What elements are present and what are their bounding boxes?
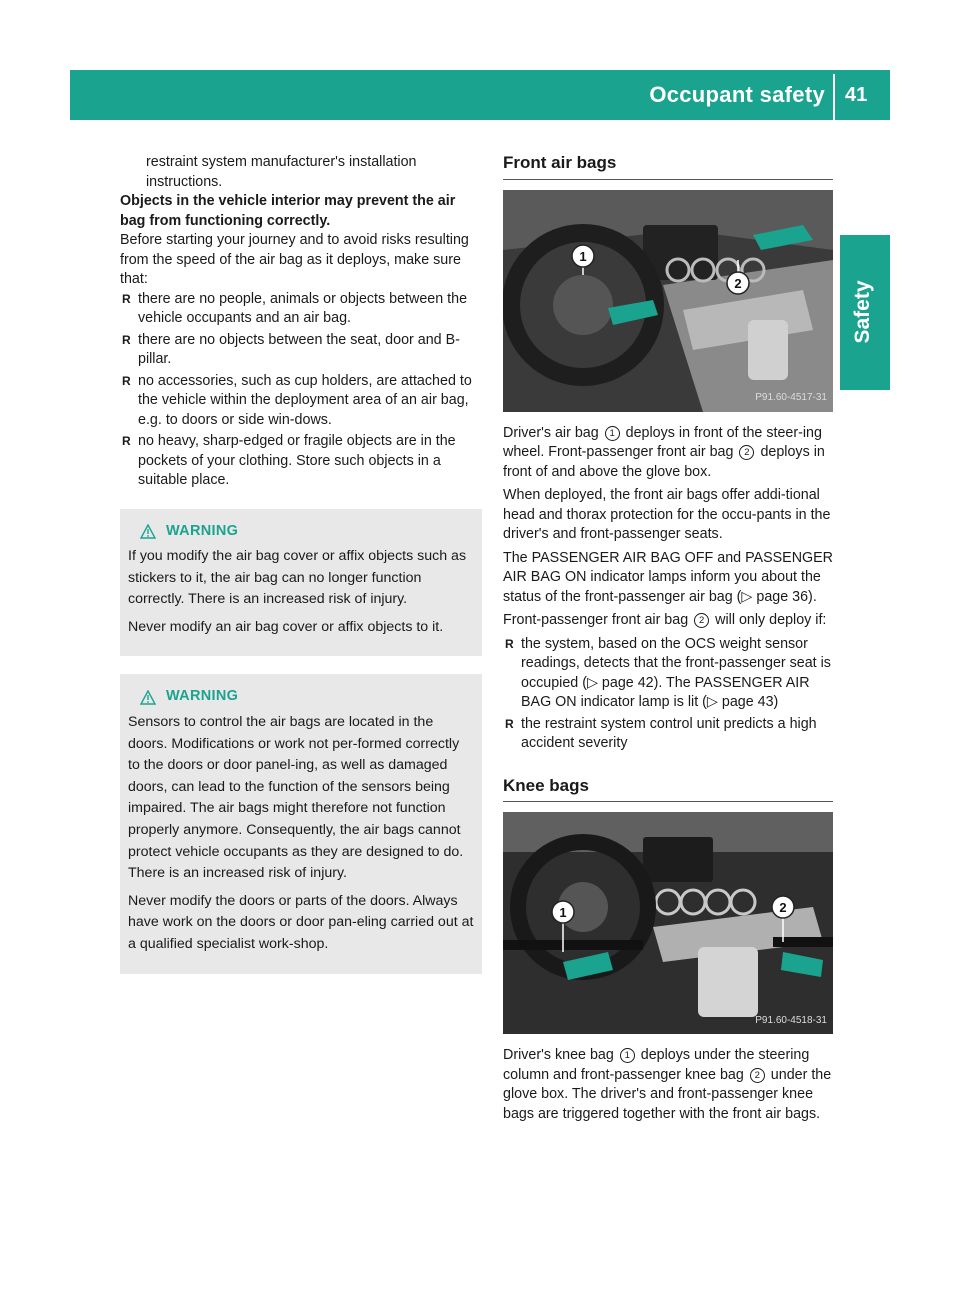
warning-text: If you modify the air bag cover or affix objects such as stickers to it, the air bag can no longer function correctly. There is an increased risk of injury. — [128, 548, 467, 608]
warning-text: Never modify the doors or parts of the doors. Always have work on the doors or door pan-eling carried out at a qualified specialist work-shop. — [128, 892, 474, 952]
deploy-conditions-list — [503, 635, 833, 754]
page-number: 41 — [845, 84, 868, 106]
knee-bags-figure — [503, 812, 833, 1034]
figure-callout-1: 1 — [579, 248, 587, 264]
knee-paragraph-1 — [503, 1046, 833, 1124]
warning-triangle-icon — [140, 690, 156, 705]
warning-text: Sensors to control the air bags are located in the doors. Modifications or work not per-formed correctly to the doors or door panel-ing, as well as damaged doors, can lead to the function of the sensors being impaired. The air bags might therefore not function properly anymore. Consequently, the air bags cannot protect vehicle occupants as they are designed to do. There is an increased risk of injury. — [128, 714, 464, 882]
page-section-title: Occupant safety — [649, 82, 825, 107]
checklist — [120, 290, 482, 491]
list-item: R there are no objects between the seat, door and B-pillar. — [120, 331, 482, 370]
text-run: under the glove box. The driver's and front-passenger knee bags are triggered together with the front air bags. — [503, 1066, 832, 1122]
header-divider — [833, 74, 835, 120]
warning-box-doors — [120, 674, 482, 973]
text-run: deploys in front of and above the glove box. — [503, 444, 825, 480]
front-paragraph-2: When deployed, the front air bags offer addi-tional head and thorax protection for the occu-pants in the driver's and front-passenger seats. — [503, 487, 831, 542]
front-air-bags-figure — [503, 190, 833, 412]
warning-header — [128, 521, 474, 543]
text-run: deploys under the steering column and front-passenger knee bag — [503, 1047, 810, 1083]
front-paragraph-4 — [503, 611, 833, 631]
warning-triangle-icon — [140, 524, 156, 539]
objects-heading: Objects in the vehicle interior may prevent the air bag from functioning correctly. — [120, 193, 456, 229]
figure-callout-1: 1 — [559, 905, 567, 920]
figure-code: P91.60-4517-31 — [755, 392, 827, 403]
figure-callout-2: 2 — [779, 900, 787, 915]
warning-header — [128, 686, 474, 708]
warning-title: WARNING — [166, 522, 239, 539]
warning-box-cover — [120, 509, 482, 657]
figure-code: P91.60-4518-31 — [755, 1014, 827, 1026]
left-column — [120, 153, 482, 974]
front-paragraph-3: The PASSENGER AIR BAG OFF and PASSENGER AIR BAG ON indicator lamps inform you about the status of the front-passenger air bag (▷ page 36). — [503, 549, 833, 605]
dashboard-illustration — [503, 190, 833, 412]
text-run: Driver's knee bag — [503, 1047, 614, 1063]
lead-paragraph: Before starting your journey and to avoid risks resulting from the speed of the air bag as it deploys, make sure that: — [120, 232, 469, 287]
callout-2-ref: 2 — [750, 1068, 765, 1083]
warning-title: WARNING — [166, 688, 239, 705]
knee-area-illustration — [503, 812, 833, 1034]
list-item: R the restraint system control unit predicts a high accident severity — [503, 715, 833, 754]
intro-line-2: instructions. — [146, 173, 223, 190]
list-item: R no accessories, such as cup holders, are attached to the vehicle within the deployment area of an air bag, e.g. to doors or side win-dows. — [120, 372, 482, 431]
callout-1-ref: 1 — [620, 1048, 635, 1063]
list-item: R there are no people, animals or objects between the vehicle occupants and an air bag. — [120, 290, 482, 329]
list-item: R the system, based on the OCS weight sensor readings, detects that the front-passenger seat is occupied (▷ page 42). The PASSENGER AIR BAG ON indicator lamp is lit (▷ page 43) — [503, 635, 833, 713]
callout-2-ref: 2 — [694, 613, 709, 628]
right-column — [503, 153, 833, 1128]
side-tab-label: Safety — [851, 280, 874, 344]
text-run: will only deploy if: — [715, 612, 827, 628]
text-run: Front-passenger front air bag — [503, 612, 689, 628]
figure-callout-2: 2 — [734, 275, 742, 291]
section-title-knee-bags: Knee bags — [503, 776, 833, 803]
list-item: R no heavy, sharp-edged or fragile objects are in the pockets of your clothing. Store such objects in a suitable place. — [120, 432, 482, 491]
callout-2-ref: 2 — [739, 445, 754, 460]
section-title-front-air-bags: Front air bags — [503, 153, 833, 180]
intro-line-1: restraint system manufacturer's installation — [146, 154, 417, 170]
callout-1-ref: 1 — [605, 426, 620, 441]
text-run: Driver's air bag — [503, 424, 599, 441]
text-run: deploys in front of the steer-ing wheel. Front-passenger front air bag — [503, 424, 822, 460]
front-paragraph-1 — [503, 424, 833, 483]
warning-text: Never modify an air bag cover or affix objects to it. — [128, 618, 444, 635]
